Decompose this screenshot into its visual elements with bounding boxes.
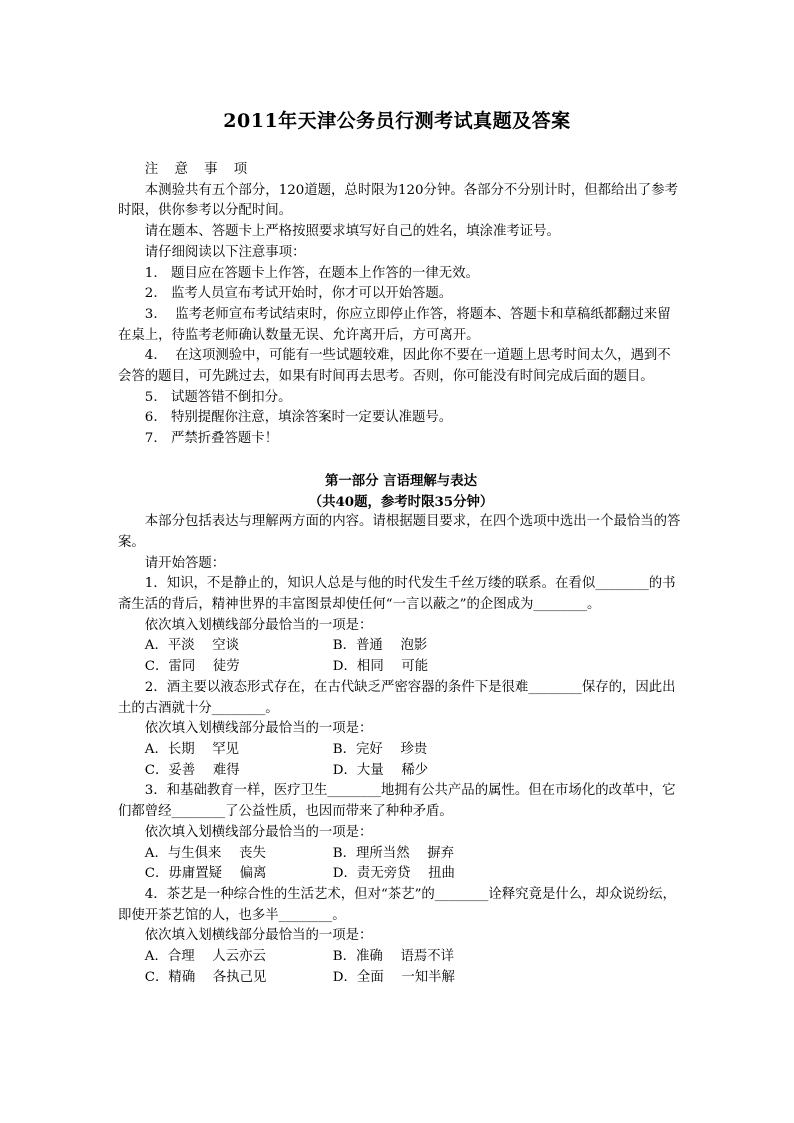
option-row — [118, 761, 684, 782]
option-c: C．精确 各执己见 — [144, 969, 267, 985]
option-a: A．平淡 空谈 — [144, 638, 240, 654]
option-row — [118, 864, 684, 885]
option-b: B．理所当然 摒弃 — [332, 845, 455, 861]
option-d: D．大量 稀少 — [332, 762, 429, 778]
question-stem: 4．茶艺是一种综合性的生活艺术，但对“茶艺”的________诠释究竟是什么，却众说纷纭，即使开茶艺馆的人，也多半________。 — [118, 886, 676, 923]
document-body — [118, 160, 684, 988]
notice-paragraph: 请在题本、答题卡上严格按照要求填写好自己的姓名，填涂准考证号。 — [144, 224, 560, 240]
option-a: A．与生俱来 丧失 — [144, 845, 266, 861]
option-c: C．雷同 徒劳 — [144, 659, 240, 675]
question-stem: 3．和基础教育一样，医疗卫生________地拥有公共产品的属性。但在市场化的改革中，它们都曾经________了公益性质，也因而带来了种种矛盾。 — [118, 783, 676, 820]
option-b: B．普通 泡影 — [332, 638, 428, 654]
notice-item: 1. 题目应在答题卡上作答，在题本上作答的一律无效。 — [144, 265, 479, 281]
option-c: C．妥善 难得 — [144, 762, 240, 778]
option-d: D．相同 可能 — [332, 659, 429, 675]
section-title: 第一部分 言语理解与表达 — [325, 472, 477, 489]
section-start: 请开始答题： — [144, 555, 226, 571]
option-row — [118, 657, 684, 678]
notice-item: 5. 试题答错不倒扣分。 — [144, 389, 292, 405]
notice-paragraph: 本测验共有五个部分，120道题，总时限为120分钟。各部分不分别计时，但都给出了参考时限，供你参考以分配时间。 — [118, 182, 678, 219]
question-stem: 2．酒主要以液态形式存在，在古代缺乏严密容器的条件下是很难________保存的，因此出土的古酒就十分________。 — [118, 679, 676, 716]
notice-item: 6. 特别提醒你注意，填涂答案时一定要认准题号。 — [144, 410, 453, 426]
notice-heading: 注 意 事 项 — [144, 162, 254, 177]
option-row — [118, 844, 684, 865]
option-c: C．毋庸置疑 偏离 — [144, 866, 267, 882]
question-stem: 1．知识，不是静止的，知识人总是与他的时代发生千丝万缕的联系。在看似________的书斋生活的背后，精神世界的丰富图景却使任何“一言以蔽之”的企图成为________。 — [118, 576, 676, 613]
option-d: D．责无旁贷 扭曲 — [332, 866, 455, 882]
notice-item: 4. 在这项测验中，可能有一些试题较难，因此你不要在一道题上思考时间太久，遇到不会答的题目，可先跳过去，如果有时间再去思考。否则，你可能没有时间完成后面的题目。 — [118, 348, 671, 385]
notice-paragraph: 请仔细阅读以下注意事项： — [144, 244, 306, 260]
question-prompt: 依次填入划横线部分最恰当的一项是： — [144, 617, 373, 633]
section-subtitle: （共40题，参考时限35分钟） — [308, 493, 494, 510]
option-row — [118, 968, 684, 989]
option-b: B．准确 语焉不详 — [332, 949, 455, 965]
document-title: 2011年天津公务员行测考试真题及答案 — [223, 110, 571, 132]
option-row — [118, 740, 684, 761]
question-prompt: 依次填入划横线部分最恰当的一项是： — [144, 721, 373, 737]
question-prompt: 依次填入划横线部分最恰当的一项是： — [144, 824, 373, 840]
option-row — [118, 636, 684, 657]
option-d: D．全面 一知半解 — [332, 969, 455, 985]
option-a: A．合理 人云亦云 — [144, 949, 266, 965]
question-prompt: 依次填入划横线部分最恰当的一项是： — [144, 928, 373, 944]
section-intro: 本部分包括表达与理解两方面的内容。请根据题目要求，在四个选项中选出一个最恰当的答案。 — [118, 514, 681, 550]
notice-item: 2. 监考人员宣布考试开始时，你才可以开始答题。 — [144, 286, 453, 302]
notice-item: 7. 严禁折叠答题卡！ — [144, 431, 279, 447]
option-b: B．完好 珍贵 — [332, 741, 428, 757]
notice-item: 3. 监考老师宣布考试结束时，你应立即停止作答，将题本、答题卡和草稿纸都翻过来留在桌上，待监考老师确认数量无误、允许离开后，方可离开。 — [118, 306, 671, 343]
option-row — [118, 947, 684, 968]
option-a: A．长期 罕见 — [144, 741, 240, 757]
